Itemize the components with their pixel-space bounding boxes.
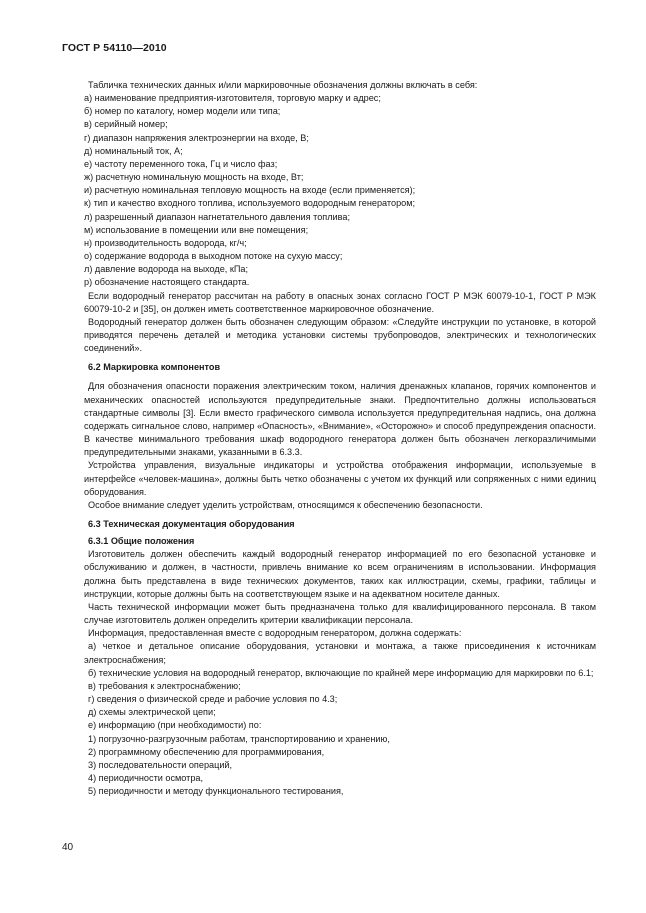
list-item: в) серийный номер;	[84, 119, 168, 130]
section-6-3-heading: 6.3 Техническая документация оборудования	[88, 519, 295, 529]
section-6-3-1-paragraph-3: Информация, предоставленная вместе с водородным генератором, должна содержать:	[88, 628, 462, 639]
documentation-items-list	[84, 640, 596, 798]
list-item: к) тип и качество входного топлива, используемого водородным генератором;	[84, 198, 416, 209]
section-6-2-paragraph-2: Устройства управления, визуальные индикаторы и устройства отображения информации, используемые в интерфейсе «человек-машина», должны быть четко обозначены с учетом их функций или сопряженных с ними единиц оборудования.	[84, 460, 596, 497]
list-item: г) сведения о физической среде и рабочие условия по 4.3;	[88, 694, 338, 705]
list-item: г) диапазон напряжения электроэнергии на входе, В;	[84, 132, 309, 143]
list-item: а) четкое и детальное описание оборудования, установки и монтажа, а также присоединения к источникам электроснабжения;	[84, 641, 596, 665]
list-item: р) обозначение настоящего стандарта.	[84, 277, 250, 288]
list-item: и) расчетную номинальная тепловую мощность на входе (если применяется);	[84, 185, 416, 196]
intro-paragraph: Табличка технических данных и/или маркировочные обозначения должны включать в себя:	[88, 80, 478, 90]
list-item: 4) периодичности осмотра,	[88, 772, 204, 783]
list-item: а) наименование предприятия-изготовителя, торговую марку и адрес;	[84, 93, 381, 104]
list-item: 5) периодичности и методу функционального тестирования,	[88, 786, 344, 797]
list-item: б) технические условия на водородный генератор, включающие по крайней мере информацию для маркировки по 6.1;	[88, 667, 594, 678]
list-item: о) содержание водорода в выходном потоке на сухую массу;	[84, 251, 343, 262]
list-item: ж) расчетную номинальную мощность на входе, Вт;	[84, 172, 304, 183]
marking-paragraph: Водородный генератор должен быть обозначен следующим образом: «Следуйте инструкции по установке, в которой приводятся перечень деталей и методика установки системы трубопроводов, электрических и технологических соединений».	[84, 316, 596, 354]
list-item: б) номер по каталогу, номер модели или типа;	[84, 106, 281, 117]
list-item: 3) последовательности операций,	[88, 759, 233, 770]
list-item: в) требования к электроснабжению;	[88, 680, 241, 691]
list-item: д) номинальный ток, А;	[84, 145, 183, 156]
list-item: д) схемы электрической цепи;	[88, 707, 216, 718]
section-6-3-1-paragraph-1: Изготовитель должен обеспечить каждый водородный генератор информацией по его безопасной установке и обслуживанию и должен, в частности, привлечь внимание ко всем ограничениям в использовании. Информация должна быть представлена в виде технических документов, таких как иллюстрации, схемы, графики, таблицы и инструкции, которые должны быть на соответствующем языке и на адекватном носителе данных.	[84, 549, 596, 599]
section-6-3-1-heading: 6.3.1 Общие положения	[88, 536, 195, 547]
list-item: л) давление водорода на выходе, кПа;	[84, 264, 249, 275]
list-item: е) информацию (при необходимости) по:	[88, 720, 262, 731]
section-6-3-1-paragraph-2: Часть технической информации может быть предназначена только для квалифицированного персонала. В таком случае изготовитель должен определить критерии квалификации персонала.	[84, 601, 596, 626]
page-header: ГОСТ Р 54110—2010	[62, 42, 167, 54]
section-6-2-paragraph-3: Особое внимание следует уделить устройствам, относящимся к обеспечению безопасности.	[88, 499, 483, 510]
page-number: 40	[62, 842, 74, 853]
document-body	[84, 79, 596, 798]
section-6-2-heading: 6.2 Маркировка компонентов	[88, 362, 221, 373]
list-item: 1) погрузочно-разгрузочным работам, транспортированию и хранению,	[88, 733, 390, 744]
list-item: 2) программному обеспечению для программирования,	[88, 746, 325, 757]
list-item: м) использование в помещении или вне помещения;	[84, 224, 309, 235]
hazardous-zones-paragraph: Если водородный генератор рассчитан на работу в опасных зонах согласно ГОСТ Р МЭК 60079-10-1, ГОСТ Р МЭК 60079-10-2 и [35], он должен иметь соответственное маркировочное обозначение.	[84, 290, 596, 314]
list-item: н) производительность водорода, кг/ч;	[84, 237, 247, 248]
list-item: л) разрешенный диапазон нагнетательного давления топлива;	[84, 211, 350, 222]
plate-items-list	[84, 92, 596, 289]
section-6-2-paragraph-1: Для обозначения опасности поражения электрическим током, наличия дренажных клапанов, горячих компонентов и механических опасностей используются предупредительные знаки. Предпочтительно должны использоваться стандартные символы [3]. Если вместо графического символа используется предупредительная надпись, она должна содержать сигнальное слово, например «Опасность», «Внимание», «Осторожно» и способ предупреждения опасности. В качестве минимального требования шкаф водородного генератора должен быть обозначен легкоразличимыми предупредительными знаками, указанными в 6.3.3.	[84, 381, 596, 458]
list-item: е) частоту переменного тока, Гц и число фаз;	[84, 158, 278, 169]
